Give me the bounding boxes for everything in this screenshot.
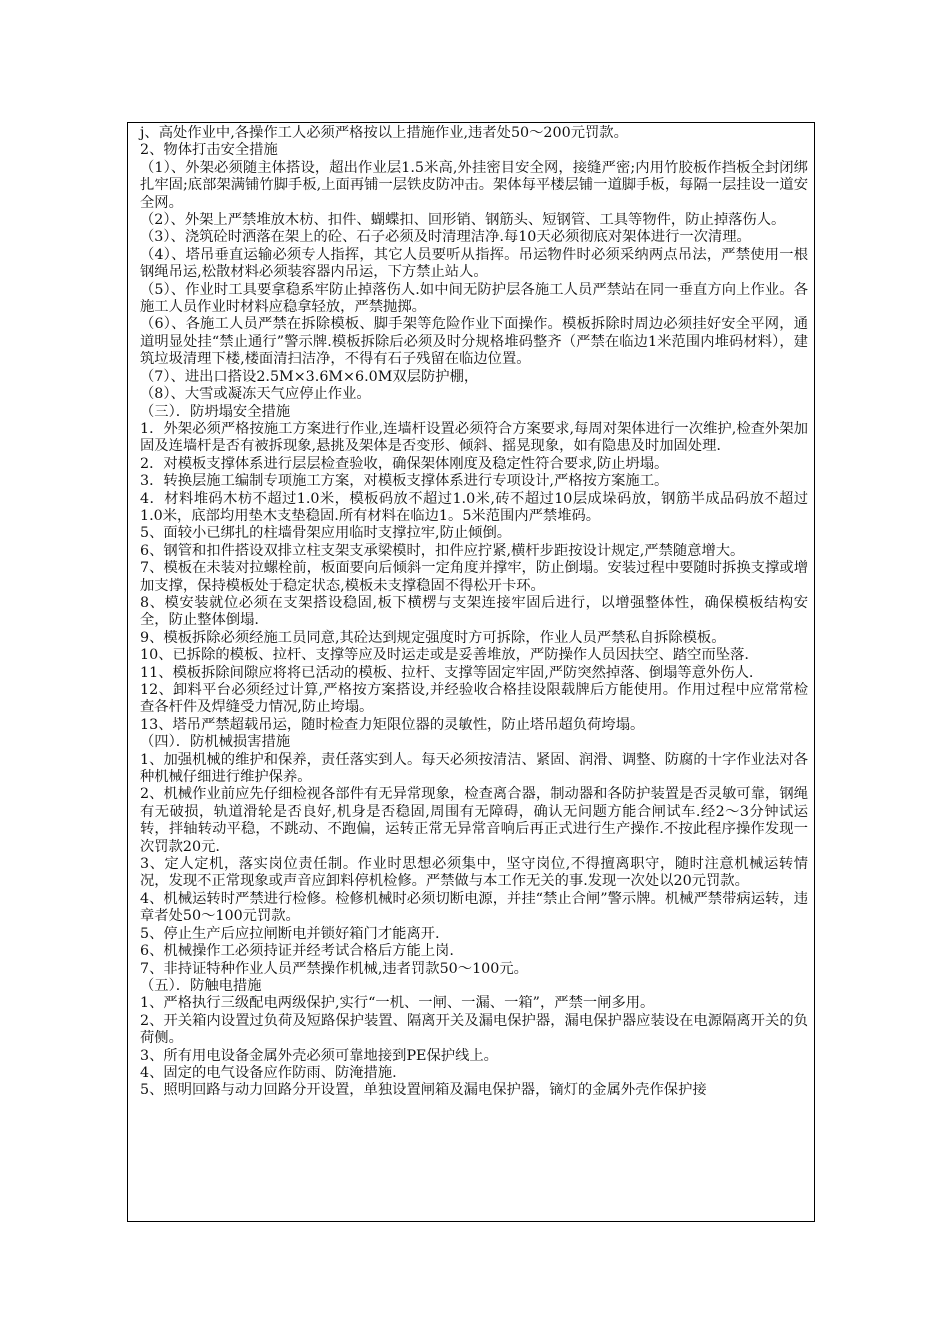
text-line: （1）、外架必须随主体搭设，超出作业层1.5米高,外挂密目安全网，接缝严密;内用竹胶板作挡板全封闭绑扎牢固;底部架满铺竹脚手板,上面再铺一层铁皮防冲击。架体每平楼层铺一道脚手板，每隔一层挂设一道安全网。 [140, 159, 808, 211]
text-line: 2、机械作业前应先仔细检视各部件有无异常现象，检查离合器，制动器和各防护装置是否灵敏可靠，钢绳有无破损，轨道滑轮是否良好,机身是否稳固,周围有无障碍，确认无问题方能合闸试车.经2～3分钟试运转，拌轴转动平稳，不跳动、不跑偏，运转正常无异常音响后再正式进行生产操作.不按此程序操作发现一次罚款20元. [140, 786, 808, 855]
text-line: 4、固定的电气设备应作防雨、防淹措施. [140, 1064, 397, 1081]
text-line: 9、模板拆除必须经施工员同意,其砼达到规定强度时方可拆除，作业人员严禁私自拆除模板。 [140, 629, 726, 646]
text-line: （7）、进出口搭设2.5M×3.6M×6.0M双层防护棚， [140, 368, 479, 385]
text-line: 8、模安装就位必须在支架搭设稳固,板下横楞与支架连接牢固后进行，以增强整体性，确保模板结构安全，防止整体倒塌. [140, 594, 808, 629]
text-line: 2．对模板支撑体系进行层层检查验收，确保架体刚度及稳定性符合要求,防止坍塌。 [140, 455, 669, 472]
text-line: 1、严格执行三级配电两级保护,实行“一机、一闸、一漏、一箱”，严禁一闸多用。 [140, 995, 655, 1012]
text-line: 6、机械操作工必须持证并经考试合格后方能上岗. [140, 943, 454, 960]
section-heading: （四）．防机械损害措施 [140, 734, 291, 751]
text-line: 7、非持证特种作业人员严禁操作机械,违者罚款50～100元。 [140, 960, 528, 977]
text-line: 1．外架必须严格按施工方案进行作业,连墙杆设置必须符合方案要求,每周对架体进行一次维护,检查外架加固及连墙杆是否有被拆现象,悬挑及架体是否变形、倾斜、摇晃现象，如有隐患及时加固处理. [140, 420, 808, 455]
text-line: 5、停止生产后应拉闸断电并锁好箱门才能离开. [140, 925, 440, 942]
text-line: （2）、外架上严禁堆放木枋、扣件、蝴蝶扣、回形销、钢筋头、短钢管、工具等物件，防止掉落伤人。 [140, 212, 786, 229]
text-line: 2、开关箱内设置过负荷及短路保护装置、隔离开关及漏电保护器，漏电保护器应装设在电源隔离开关的负荷侧。 [140, 1012, 808, 1047]
text-line: 12、卸料平台必须经过计算,严格按方案搭设,并经验收合格挂设限载牌后方能使用。作用过程中应常常检查各杆件及焊缝受力情况,防止垮塌。 [140, 682, 808, 716]
text-line: （5）、作业时工具要拿稳系牢防止掉落伤人.如中间无防护层各施工人员严禁站在同一垂直方向上作业。各施工人员作业时材料应稳拿轻放，严禁抛掷。 [140, 281, 808, 316]
document-frame [127, 122, 815, 1222]
text-line: 4．材料堆码木枋不超过1.0米，模板码放不超过1.0米,砖不超过10层成垛码放，钢筋半成品码放不超过1.0米，底部均用垫木支垫稳固.所有材料在临边1。5米范围内严禁堆码。 [140, 490, 808, 524]
section-heading: （三）．防坍塌安全措施 [140, 403, 291, 420]
text-line: 10、已拆除的模板、拉杆、支撑等应及时运走或是妥善堆放，严防操作人员因扶空、踏空而坠落. [140, 647, 749, 664]
text-line: （3）、浇筑砼时洒落在架上的砼、石子必须及时清理洁净.每10天必须彻底对架体进行一次清理。 [140, 229, 751, 246]
text-line: 5、面较小已绑扎的柱墙骨架应用临时支撑拉牢,防止倾倒。 [140, 525, 512, 542]
text-line: 6、钢管和扣件搭设双排立柱支架支承梁模时，扣件应拧紧,横杆步距按设计规定,严禁随意增大。 [140, 542, 745, 559]
text-line: （4）、塔吊垂直运输必须专人指挥，其它人员要听从指挥。吊运物件时必须采纳两点吊法，严禁使用一根钢绳吊运,松散材料必须装容器内吊运，下方禁止站人。 [140, 246, 808, 281]
text-line: 7、模板在未装对拉螺栓前，板面要向后倾斜一定角度并撑牢，防止倒塌。安装过程中要随时拆换支撑或增加支撑，保持模板处于稳定状态,模板未支撑稳固不得松开卡环。 [140, 560, 808, 594]
text-line: 1、加强机械的维护和保养，责任落实到人。每天必须按清洁、紧固、润滑、调整、防腐的十字作业法对各种机械仔细进行维护保养。 [140, 751, 808, 786]
text-line: 5、照明回路与动力回路分开设置，单独设置闸箱及漏电保护器，镝灯的金属外壳作保护接 [140, 1082, 707, 1099]
text-line: （8）、大雪或凝冻天气应停止作业。 [140, 386, 371, 403]
section-heading: （五）．防触电措施 [140, 977, 262, 994]
text-line: 13、塔吊严禁超载吊运，随时检查力矩限位器的灵敏性，防止塔吊超负荷垮塌。 [140, 716, 645, 733]
text-line: 3．转换层施工编制专项施工方案，对模板支撑体系进行专项设计,严格按方案施工。 [140, 473, 669, 490]
section-heading: 2、物体打击安全措施 [140, 142, 278, 159]
text-line: j、高处作业中,各操作工人必须严格按以上措施作业,违者处50～200元罚款。 [140, 125, 628, 141]
text-line: （6）、各施工人员严禁在拆除模板、脚手架等危险作业下面操作。模板拆除时周边必须挂好安全平网，通道明显处挂“禁止通行”警示牌.模板拆除后必须及时分规格堆码整齐（严禁在临边1米范围内堆码材料），建筑垃圾清理下楼,楼面清扫洁净，不得有石子残留在临边位置。 [140, 316, 808, 368]
text-line: 3、所有用电设备金属外壳必须可靠地接到PE保护线上。 [140, 1047, 498, 1064]
text-line: 3、定人定机，落实岗位责任制。作业时思想必须集中，坚守岗位,不得擅离职守，随时注意机械运转情况，发现不正常现象或声音应卸料停机检修。严禁做与本工作无关的事.发现一次处以20元罚款。 [140, 856, 808, 890]
text-line: 11、模板拆除间隙应将将已活动的模板、拉杆、支撑等固定牢固,严防突然掉落、倒塌等意外伤人. [140, 664, 754, 681]
text-line: 4、机械运转时严禁进行检修。检修机械时必须切断电源，并挂“禁止合闸”警示牌。机械严禁带病运转，违章者处50～100元罚款。 [140, 890, 808, 925]
document-body [128, 123, 814, 1100]
